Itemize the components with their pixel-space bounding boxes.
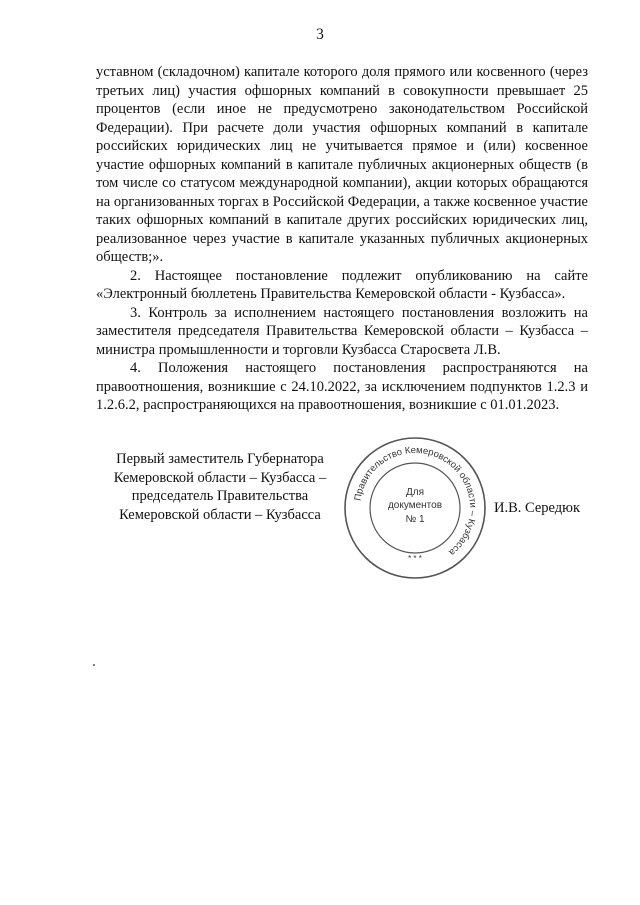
signatory-title-line: Первый заместитель Губернатора [116, 451, 324, 467]
stamp-seal-icon [340, 433, 490, 583]
paragraph-publication: 2. Настоящее постановление подлежит опубликованию на сайте «Электронный бюллетень Правительства Кемеровской области - Кузбасса». [96, 267, 588, 302]
page-number: 3 [316, 26, 324, 43]
paragraph-effective-dates: 4. Положения настоящего постановления распространяются на правоотношения, возникшие с 24.10.2022, за исключением подпунктов 1.2.3 и 1.2.6.2, распространяющихся на правоотношения, возникшие с 01.01.2023. [96, 360, 588, 413]
signer-name: И.В. Середюк [494, 500, 581, 516]
paragraph-control: 3. Контроль за исполнением настоящего постановления возложить на заместителя председателя Правительства Кемеровской области – Кузбасса – министра промышленности и торговли Кузбасса Старосвета Л.В. [96, 304, 588, 358]
signatory-title-line: Кемеровской области – Кузбасса – [113, 469, 327, 486]
stamp-center-line: № 1 [405, 514, 425, 525]
signatory-title [100, 450, 340, 524]
signatory-title-line: председатель Правительства [131, 488, 309, 504]
official-stamp [340, 433, 490, 583]
paragraph-continuation: уставном (складочном) капитале которого доля прямого или косвенного (через третьих лиц) участия офшорных компаний в совокупности превышает 25 процентов (если иное не предусмотрено законодательством Российской Федерации). При расчете доли участия офшорных компаний в капитале российских юридических лиц не учитывается прямое и (или) косвенное участие офшорных компаний в капитале публичных акционерных обществ (в том числе со статусом международной компании), акции которых обращаются на организованных торгах в Российской Федерации, а также косвенное участие таких офшорных компаний в капитале других российских юридических лиц, реализованное через участие в капитале указанных публичных акционерных обществ;». [96, 64, 588, 265]
stamp-ring-text: Правительство Кемеровской области – Кузбасса [352, 444, 479, 558]
scan-speck [93, 664, 95, 666]
signatory-title-line: Кемеровской области – Кузбасса [119, 506, 321, 523]
stamp-center-line: документов [387, 500, 443, 511]
document-body [96, 63, 588, 415]
stamp-center-line: Для [405, 487, 425, 498]
stamp-stars: * * * [408, 554, 422, 563]
